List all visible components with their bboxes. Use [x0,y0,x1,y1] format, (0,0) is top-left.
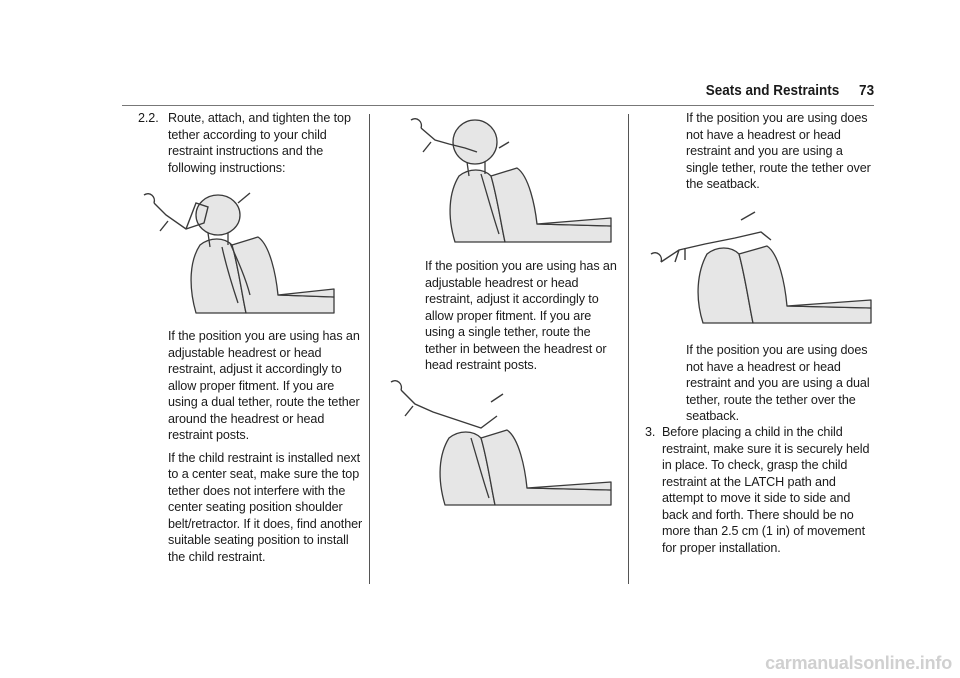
para-no-headrest-dual: If the position you are using does not have a headrest or head restraint and you are using a dual tether, route the tether over the seatback. [686,343,870,423]
col2-body [425,258,620,374]
dual-tether-illustration [138,185,338,315]
step-3 [645,424,877,556]
col1-body [168,328,363,565]
page-number: 73 [858,82,874,99]
step-number: 3. [645,425,656,439]
figure-over-seatback [645,210,875,325]
para-dual-tether: If the position you are using has an adjustable headrest or head restraint, adjust it accordingly to allow proper fitment. If you are using a dual tether, route the tether around the headrest or head restraint posts. [168,329,360,442]
figure-dual-tether [138,185,338,315]
step-text: Before placing a child in the child restraint, make sure it is securely held in place. To check, grasp the child restraint at the LATCH path and attempt to move it side to side and back and forth. There should be no more than 2.5 cm (1 in) of movement for proper installation. [662,425,870,555]
step-2-2 [138,110,358,176]
col3-bottom [686,342,876,425]
col3-top [686,110,876,193]
para-center-seat: If the child restraint is installed next to a center seat, make sure the top tether does not interfere with the center seating position shoulder belt/retractor. If it does, find another suitable seating position to install the child restraint. [168,450,363,564]
column-divider-1 [369,114,370,584]
step-number: 2.2. [138,111,159,125]
tether-over-seatback-illustration [645,210,875,325]
figure-single-tether-bottom [385,372,615,507]
single-tether-illustration [405,112,615,244]
para-no-headrest-single: If the position you are using does not have a headrest or head restraint and you are using a single tether, route the tether over the seatback. [686,111,871,191]
header-rule [122,105,874,106]
watermark: carmanualsonline.info [765,653,952,673]
page-header [706,82,874,99]
section-title: Seats and Restraints [705,82,840,99]
para-single-tether: If the position you are using has an adjustable headrest or head restraint, adjust it accordingly to allow proper fitment. If you are using a single tether, route the tether in between the headrest or head restraint posts. [425,259,617,372]
single-tether-illustration-2 [385,372,615,507]
figure-single-tether-top [405,112,615,244]
step-text: Route, attach, and tighten the top tether according to your child restraint instructions and the following instructions: [168,111,351,175]
column-divider-2 [628,114,629,584]
